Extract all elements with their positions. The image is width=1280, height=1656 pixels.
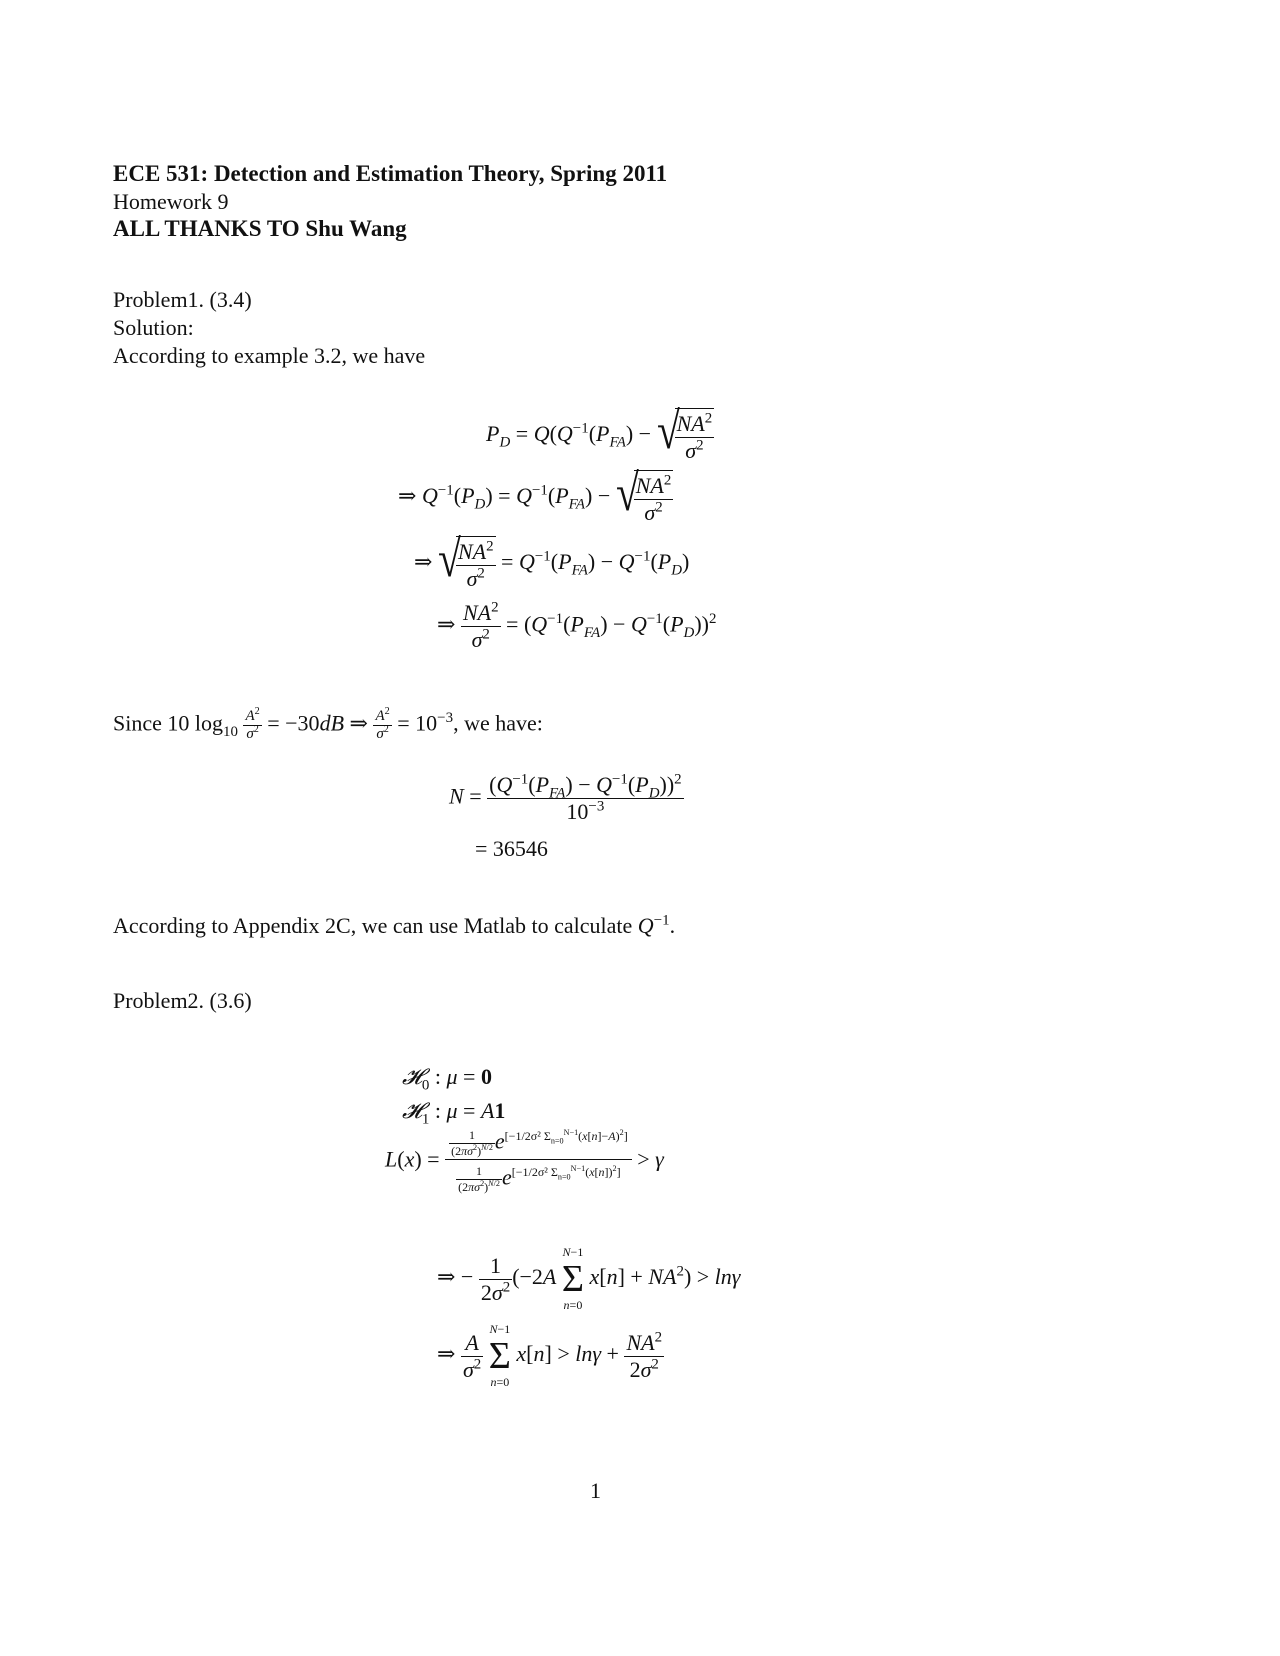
equation-q-inverse-pd: ⇒ $Q^{-1}(P_D) = Q^{-1}(P_{FA})$ − √ $\frac{NA^2}{\sigma^2}$ [398,465,672,525]
hypothesis-h0: 𝓗$_0$ : μ = 0 [402,1064,492,1094]
solution-label: Solution: [113,315,194,340]
problem2-title: Problem2. (3.6) [113,988,252,1013]
problem1-title: Problem1. (3.4) [113,287,252,312]
thanks-line: ALL THANKS TO Shu Wang [113,216,407,241]
page-number: 1 [590,1478,601,1503]
n-result: = 36546 [475,836,548,861]
problem1-intro: According to example 3.2, we have [113,343,426,368]
equation-n: N = $\frac{(Q^{-1}(P_{FA}) - Q^{-1}(P_D))^2}{10^{-3}}$ [449,771,682,824]
equation-decision-rule: ⇒ $\frac{A}{\sigma^2}$ N−1 Σ n=0 x[n] > lnγ + $\frac{NA^2}{2\sigma^2}$ [437,1322,663,1389]
since-line: Since 10 $\log_{10}$ $\frac{A^2}{\sigma^2}$ = −30dB ⇒ $\frac{A^2}{\sigma^2}$ = $10^{-3}$, we have: [113,706,543,742]
hypothesis-h1: 𝓗$_1$ : μ = A1 [402,1098,506,1128]
since-prefix: Since [113,710,162,736]
equation-likelihood-ratio: L(x) = $\frac{1}{(2\pi\sigma^2)^{N/2}}$ e[−1/2σ² Σn=0N−1(x[n]−A)2] $\frac{1}{(2\pi\sigma^2)^{N/2}}$ e[−1/2σ² Σn=0N−1(x[n])2] > γ [385,1128,664,1194]
appendix-note-text: According to Appendix 2C, we can use Matlab to calculate [113,913,633,938]
equation-pd: $P_D = Q(Q^{-1}(P_{FA})$ − √ $\frac{NA^2}{\sigma^2}$ [486,403,713,463]
since-suffix: , we have: [453,710,543,736]
equation-log-likelihood: ⇒ − $\frac{1}{2\sigma^2}$ (−2A N−1 Σ n=0 $x[n] + NA^2) > \ln\gamma$ [437,1245,741,1312]
equation-snr-squared: ⇒ $\frac{NA^2}{\sigma^2}$ = $(Q^{-1}(P_{FA}) - Q^{-1}(P_D))^2$ [437,599,717,652]
homework-label: Homework 9 [113,189,229,214]
course-title: ECE 531: Detection and Estimation Theory, Spring 2011 [113,161,668,186]
equation-sqrt-snr: ⇒ √ $\frac{NA^2}{\sigma^2}$ = $Q^{-1}(P_{FA}) - Q^{-1}(P_D)$ [414,531,690,591]
appendix-note: According to Appendix 2C, we can use Matlab to calculate $Q^{-1}$. [113,912,676,938]
